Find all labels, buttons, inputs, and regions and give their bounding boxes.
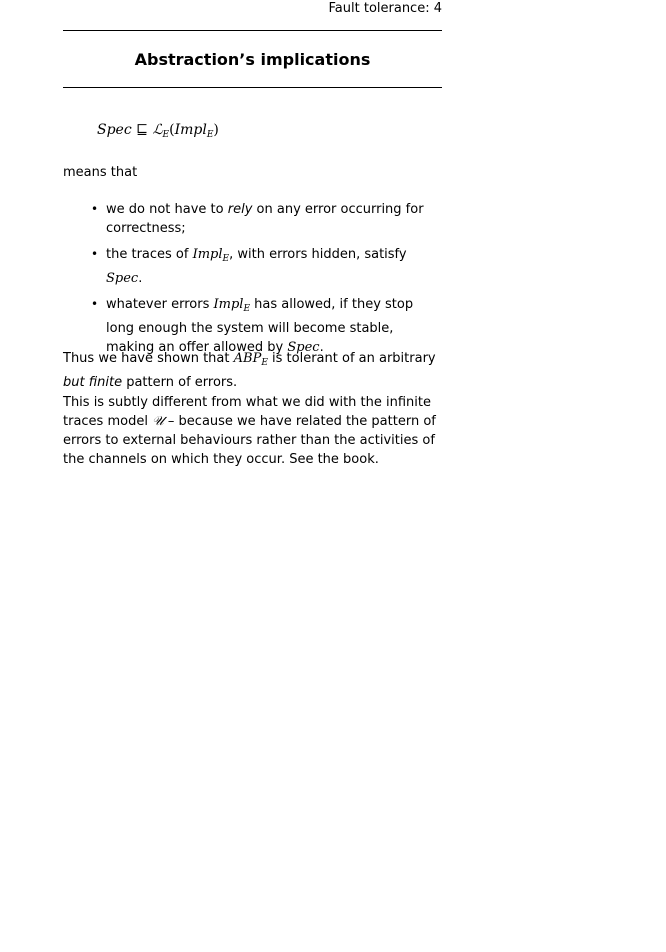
formula-close-paren: ) xyxy=(213,122,219,138)
para-text-pre: This is subtly different from what we did with the infinite traces model xyxy=(63,395,431,429)
bullet-text-post: . xyxy=(138,271,143,286)
para-text-post: pattern of errors. xyxy=(122,375,238,390)
slide-title: Abstraction’s implications xyxy=(134,50,371,69)
para-emphasis: but finite xyxy=(63,375,123,390)
math-impl-subscript: E xyxy=(222,254,230,264)
bullet-text-pre: whatever errors xyxy=(106,297,214,312)
header-rule-bottom xyxy=(63,87,442,88)
formula-operator-subscript: E xyxy=(162,130,170,140)
math-impl: Impl xyxy=(213,297,244,312)
formula-refines-symbol: ⊑ xyxy=(136,122,148,138)
math-impl: Impl xyxy=(192,247,223,262)
bullet-text-mid: has allowed, if they stop long enough the system will become stable, making an offer allowed by xyxy=(106,297,414,355)
para-math-abp xyxy=(234,351,268,366)
implications-list xyxy=(63,200,445,364)
formula-spec: Spec xyxy=(97,122,132,138)
list-item xyxy=(63,245,445,288)
bullet-dot: • xyxy=(91,202,99,216)
bullet-math-spec: Spec xyxy=(106,271,139,286)
math-abp-subscript: E xyxy=(261,358,268,368)
header-rule-top xyxy=(63,30,442,31)
bullet-text-pre: we do not have to xyxy=(106,202,228,217)
conclusion-paragraph xyxy=(63,349,445,392)
running-header: Fault tolerance: 4 xyxy=(328,1,442,16)
formula-impl: Impl xyxy=(174,122,207,138)
bullet-text-post: . xyxy=(319,340,324,355)
bullet-math-impl xyxy=(193,247,230,262)
bullet-math-spec: Spec xyxy=(287,340,320,355)
comparison-paragraph xyxy=(63,393,445,469)
math-impl-subscript: E xyxy=(243,304,251,314)
list-item xyxy=(63,200,445,238)
para-text-pre: Thus we have shown that xyxy=(63,351,234,366)
formula-open-paren: ( xyxy=(169,122,175,138)
formula-impl-subscript: E xyxy=(206,130,214,140)
bullet-text-mid: , with errors hidden, satisfy xyxy=(229,247,407,262)
para-math-model: 𝒰 xyxy=(152,414,164,429)
bullet-emphasis: rely xyxy=(227,202,253,217)
refinement-formula xyxy=(97,120,219,145)
bullet-text-pre: the traces of xyxy=(106,247,193,262)
para-text-post: – because we have related the pattern of errors to external behaviours rather than the activities of the channels on which they occur. See the book. xyxy=(63,414,436,467)
bullet-text-post: on any error occurring for correctness; xyxy=(106,202,424,236)
bullet-dot: • xyxy=(91,297,99,311)
para-text-mid: is tolerant of an arbitrary xyxy=(267,351,436,366)
formula-lazy-abstraction: ℒ xyxy=(152,122,163,138)
math-abp: ABP xyxy=(233,351,262,366)
list-item xyxy=(63,295,445,357)
bullet-dot: • xyxy=(91,247,99,261)
bullet-math-impl xyxy=(213,297,250,312)
intro-text: means that xyxy=(63,165,138,180)
